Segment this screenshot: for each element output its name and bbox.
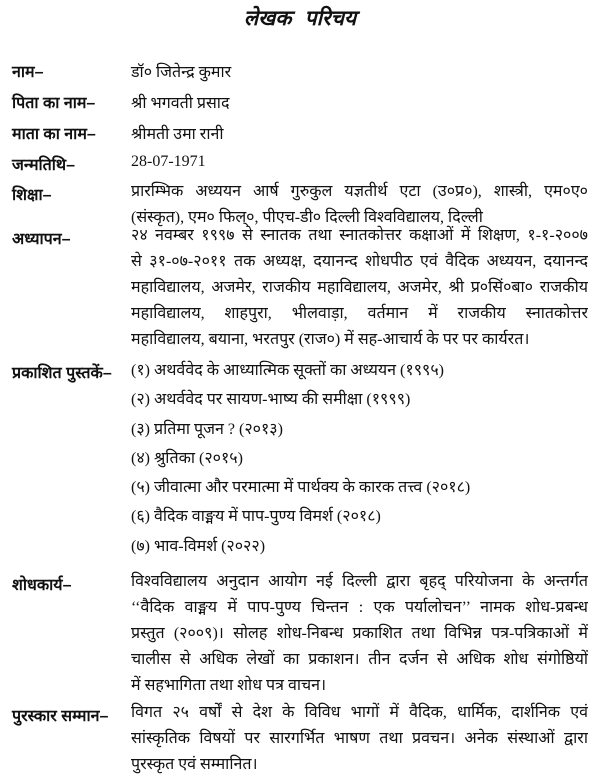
text-line: में सहभागिता तथा शोध पत्र वाचन।	[131, 677, 327, 694]
field-label: माता का नाम–	[12, 126, 96, 143]
field-label: पिता का नाम–	[12, 95, 96, 112]
field-label: पुरस्कार सम्मान–	[12, 708, 109, 725]
text-line: महाविद्यालय, अजमेर, राजकीय महाविद्यालय, अजमेर, श्री प्र०सिं०बा० राजकीय	[131, 279, 588, 296]
book-item: (५) जीवात्मा और परमात्मा में पार्थक्य के कारक तत्त्व (२०१८)	[131, 479, 471, 497]
text-line: महाविद्यालय, शाहपुरा, भीलवाड़ा, वर्तमान में राजकीय स्नातकोत्तर	[131, 305, 588, 322]
book-item: (४) श्रुतिका (२०१५)	[131, 449, 243, 467]
field-label: जन्मतिथि–	[12, 157, 76, 174]
field-value: श्रीमती उमा रानी	[131, 126, 224, 143]
text-line: (संस्कृत), एम० फिल्०, पीएच-डी० दिल्ली विश्वविद्यालय, दिल्ली	[131, 209, 483, 226]
text-line: सांस्कृतिक विषयों पर सारगर्भित भाषण तथा प्रवचन। अनेक संस्थाओं द्वारा	[131, 730, 588, 747]
field-label: प्रकाशित पुस्तकें–	[12, 365, 112, 382]
text-line: प्रारम्भिक अध्ययन आर्ष गुरुकुल यज्ञतीर्थ एटा (उ०प्र०), शास्त्री, एम०ए०	[131, 183, 588, 200]
text-line: २४ नवम्बर १९९७ से स्नातक तथा स्नातकोत्तर कक्षाओं में शिक्षण, १-१-२००७	[131, 227, 588, 244]
field-value: डॉ० जितेन्द्र कुमार	[131, 64, 232, 81]
text-line: चालीस से अधिक लेखों का प्रकाशन। तीन दर्जन से अधिक शोध संगोष्ठियों	[131, 651, 588, 668]
field-label: शोधकार्य–	[12, 577, 72, 594]
field-value: श्री भगवती प्रसाद	[131, 95, 230, 112]
field-label: अध्यापन–	[12, 231, 71, 248]
book-item: (३) प्रतिमा पूजन ? (२०१३)	[131, 420, 283, 438]
text-line: विगत २५ वर्षों से देश के विविध भागों में वैदिक, धार्मिक, दार्शनिक एवं	[131, 704, 588, 721]
book-item: (२) अथर्ववेद पर सायण-भाष्य की समीक्षा (१९९९)	[131, 391, 411, 409]
field-value: 28-07-1971	[131, 153, 206, 170]
text-line: से ३१-०७-२०११ तक अध्यक्ष, दयानन्द शोधपीठ एवं वैदिक अध्ययन, दयानन्द	[131, 253, 588, 270]
field-label: नाम–	[12, 64, 44, 81]
book-item: (७) भाव-विमर्श (२०२२)	[131, 537, 266, 555]
text-line: महाविद्यालय, बयाना, भरतपुर (राज०) में सह-आचार्य के पर पर कार्यरत।	[131, 331, 530, 348]
book-item: (६) वैदिक वाङ्मय में पाप-पुण्य विमर्श (२०१८)	[131, 508, 381, 526]
text-line: विश्वविद्यालय अनुदान आयोग नई दिल्ली द्वारा बृहद् परियोजना के अन्तर्गत	[131, 573, 588, 590]
text-line: प्रस्तुत (२००९)। सोलह शोध-निबन्ध प्रकाशित तथा विभिन्न पत्र-पत्रिकाओं में	[131, 625, 588, 642]
text-line: पुरस्कृत एवं सम्मानित।	[131, 756, 258, 773]
book-item: (१) अथर्ववेद के आध्यात्मिक सूक्तों का अध्ययन (१९९५)	[131, 362, 444, 379]
page-title: लेखक परिचय	[243, 6, 357, 30]
field-label: शिक्षा–	[12, 187, 52, 204]
text-line: ‘‘वैदिक वाङ्मय में पाप-पुण्य चिन्तन : एक पर्यालोचन’’ नामक शोध-प्रबन्ध	[131, 599, 588, 616]
